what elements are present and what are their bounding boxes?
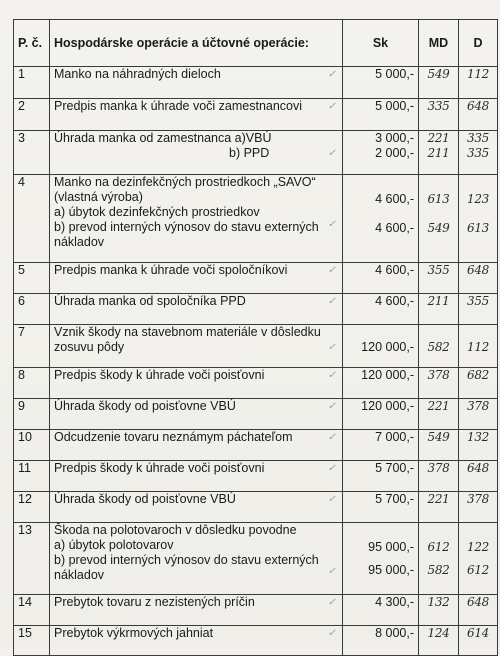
row-amount	[343, 263, 419, 294]
table-row	[14, 523, 498, 595]
description-line: Manko na náhradných dieloch	[54, 67, 221, 81]
checkmark-icon: ✓	[327, 463, 336, 474]
row-description	[50, 368, 343, 399]
amount-line: 120 000,-	[361, 399, 414, 413]
description-line: a) úbytok dezinfekčných prostriedkov	[54, 205, 260, 219]
credit-account: 378	[466, 399, 489, 413]
row-number: 14	[14, 595, 50, 626]
row-amount	[343, 131, 419, 175]
header-credit: D	[459, 20, 498, 67]
operations-table	[13, 19, 498, 656]
description-line: Predpis manka k úhrade voči zamestnancovi	[54, 99, 303, 113]
row-debit	[419, 175, 459, 263]
table-row	[14, 492, 498, 523]
amount-line: 3 000,-	[375, 131, 414, 145]
row-debit	[419, 523, 459, 595]
row-number: 13	[14, 523, 50, 595]
row-credit	[459, 325, 498, 368]
row-description	[50, 430, 343, 461]
checkmark-icon: ✓	[327, 370, 336, 381]
row-credit	[459, 595, 498, 626]
row-amount	[343, 461, 419, 492]
row-description	[50, 492, 343, 523]
row-debit	[419, 626, 459, 656]
row-credit	[459, 368, 498, 399]
row-debit	[419, 325, 459, 368]
amount-line: 5 700,-	[375, 461, 414, 475]
debit-account: 124	[427, 626, 450, 640]
row-credit	[459, 461, 498, 492]
row-amount	[343, 626, 419, 656]
row-description	[50, 461, 343, 492]
credit-account: 355	[466, 294, 489, 308]
description-line: Úhrada škody od poisťovne VBÚ	[54, 492, 236, 506]
row-description	[50, 626, 343, 656]
checkmark-icon: ✓	[327, 494, 336, 505]
amount-line: 4 600,-	[375, 263, 414, 277]
credit-account: 648	[466, 595, 489, 609]
row-amount	[343, 368, 419, 399]
description-line: b) prevod interných výnosov do stavu externých	[54, 220, 319, 234]
description-line: a) úbytok polotovarov	[54, 538, 174, 552]
debit-account: 211	[427, 146, 450, 160]
amount-line: 5 000,-	[375, 99, 414, 113]
row-amount	[343, 523, 419, 595]
checkmark-icon: ✓	[327, 296, 336, 307]
description-line: Úhrada škody od poisťovne VBÚ	[54, 399, 236, 413]
description-line: zosuvu pôdy	[54, 340, 125, 354]
checkmark-icon: ✓	[327, 219, 336, 230]
description-line: nákladov	[54, 568, 105, 582]
table-header-row	[14, 20, 498, 67]
row-credit	[459, 399, 498, 430]
credit-account: 112	[466, 340, 489, 354]
debit-account: 132	[427, 595, 450, 609]
row-number: 15	[14, 626, 50, 656]
amount-line: 7 000,-	[375, 430, 414, 444]
row-description	[50, 263, 343, 294]
table-row	[14, 430, 498, 461]
description-line: Predpis škody k úhrade voči poisťovni	[54, 461, 265, 475]
table-row	[14, 626, 498, 656]
header-debit: MD	[419, 20, 459, 67]
row-debit	[419, 399, 459, 430]
table-row	[14, 595, 498, 626]
table-row	[14, 175, 498, 263]
amount-line: 120 000,-	[361, 340, 414, 354]
description-line: b) PPD	[229, 146, 270, 160]
checkmark-icon: ✓	[327, 432, 336, 443]
header-description: Hospodárske operácie a účtovné operácie:	[50, 20, 343, 67]
row-debit	[419, 263, 459, 294]
checkmark-icon: ✓	[327, 628, 336, 639]
row-debit	[419, 430, 459, 461]
checkmark-icon: ✓	[327, 342, 336, 353]
debit-account: 582	[427, 563, 450, 577]
row-debit	[419, 461, 459, 492]
checkmark-icon: ✓	[327, 597, 336, 608]
row-amount	[343, 175, 419, 263]
description-line: Predpis manka k úhrade voči spoločníkovi	[54, 263, 288, 277]
row-description	[50, 175, 343, 263]
row-credit	[459, 523, 498, 595]
debit-account: 549	[427, 67, 450, 81]
credit-account: 335	[466, 131, 489, 145]
row-number: 7	[14, 325, 50, 368]
description-line: Prebytok tovaru z nezistených príčin	[54, 595, 255, 609]
amount-line: 95 000,-	[368, 563, 414, 577]
row-description	[50, 399, 343, 430]
amount-line: 4 600,-	[375, 221, 414, 235]
row-amount	[343, 595, 419, 626]
row-debit	[419, 368, 459, 399]
credit-account: 682	[466, 368, 489, 382]
description-line: (vlastná výroba)	[54, 190, 143, 204]
table-row	[14, 131, 498, 175]
description-line: Úhrada manka od spoločníka PPD	[54, 294, 246, 308]
debit-account: 355	[427, 263, 450, 277]
checkmark-icon: ✓	[327, 148, 336, 159]
amount-line: 4 600,-	[375, 294, 414, 308]
checkmark-icon: ✓	[327, 401, 336, 412]
debit-account: 211	[427, 294, 450, 308]
amount-line: 2 000,-	[375, 146, 414, 160]
description-line: nákladov	[54, 235, 105, 249]
row-credit	[459, 175, 498, 263]
amount-line: 120 000,-	[361, 368, 414, 382]
amount-line: 4 600,-	[375, 192, 414, 206]
row-debit	[419, 67, 459, 99]
row-debit	[419, 595, 459, 626]
table-row	[14, 263, 498, 294]
row-number: 5	[14, 263, 50, 294]
credit-account: 614	[466, 626, 489, 640]
row-description	[50, 131, 343, 175]
debit-account: 549	[427, 221, 450, 235]
credit-account: 132	[466, 430, 489, 444]
row-description	[50, 595, 343, 626]
row-amount	[343, 67, 419, 99]
row-credit	[459, 294, 498, 325]
row-number: 12	[14, 492, 50, 523]
row-number: 3	[14, 131, 50, 175]
row-number: 8	[14, 368, 50, 399]
credit-account: 648	[466, 99, 489, 113]
debit-account: 612	[427, 540, 450, 554]
credit-account: 613	[466, 221, 489, 235]
table-row	[14, 368, 498, 399]
row-amount	[343, 294, 419, 325]
row-description	[50, 67, 343, 99]
description-line: Prebytok výkrmových jahniat	[54, 626, 214, 640]
table-row	[14, 399, 498, 430]
row-credit	[459, 131, 498, 175]
row-number: 4	[14, 175, 50, 263]
checkmark-icon: ✓	[327, 69, 336, 80]
row-debit	[419, 294, 459, 325]
table-row	[14, 325, 498, 368]
debit-account: 582	[427, 340, 450, 354]
debit-account: 221	[427, 399, 450, 413]
row-number: 11	[14, 461, 50, 492]
row-credit	[459, 67, 498, 99]
credit-account: 378	[466, 492, 489, 506]
row-credit	[459, 430, 498, 461]
description-line: Predpis škody k úhrade voči poisťovni	[54, 368, 265, 382]
row-number: 10	[14, 430, 50, 461]
credit-account: 112	[466, 67, 489, 81]
row-credit	[459, 492, 498, 523]
row-credit	[459, 626, 498, 656]
row-number: 9	[14, 399, 50, 430]
description-line: Úhrada manka od zamestnanca a)VBÚ	[54, 131, 272, 145]
row-number: 1	[14, 67, 50, 99]
credit-account: 335	[466, 146, 489, 160]
table-row	[14, 294, 498, 325]
amount-line: 5 700,-	[375, 492, 414, 506]
description-line: Škoda na polotovaroch v dôsledku povodne	[54, 523, 297, 537]
description-line: Vznik škody na stavebnom materiále v dôsledku	[54, 325, 321, 339]
debit-account: 221	[427, 492, 450, 506]
row-amount	[343, 99, 419, 131]
row-debit	[419, 131, 459, 175]
description-line: Odcudzenie tovaru neznámym páchateľom	[54, 430, 293, 444]
row-amount	[343, 325, 419, 368]
row-number: 2	[14, 99, 50, 131]
row-debit	[419, 492, 459, 523]
debit-account: 378	[427, 368, 450, 382]
table-row	[14, 99, 498, 131]
checkmark-icon: ✓	[327, 265, 336, 276]
debit-account: 378	[427, 461, 450, 475]
row-debit	[419, 99, 459, 131]
row-amount	[343, 492, 419, 523]
table-row	[14, 67, 498, 99]
amount-line: 95 000,-	[368, 540, 414, 554]
header-number: P. č.	[14, 20, 50, 67]
description-line: b) prevod interných výnosov do stavu externých	[54, 553, 319, 567]
header-amount: Sk	[343, 20, 419, 67]
debit-account: 613	[427, 192, 450, 206]
description-line: Manko na dezinfekčných prostriedkoch „SAVO“	[54, 175, 316, 189]
debit-account: 549	[427, 430, 450, 444]
row-credit	[459, 263, 498, 294]
row-description	[50, 294, 343, 325]
debit-account: 335	[427, 99, 450, 113]
table-row	[14, 461, 498, 492]
credit-account: 612	[466, 563, 489, 577]
amount-line: 5 000,-	[375, 67, 414, 81]
amount-line: 8 000,-	[375, 626, 414, 640]
row-credit	[459, 99, 498, 131]
debit-account: 221	[427, 131, 450, 145]
amount-line: 4 300,-	[375, 595, 414, 609]
credit-account: 123	[466, 192, 489, 206]
row-description	[50, 99, 343, 131]
row-number: 6	[14, 294, 50, 325]
credit-account: 122	[466, 540, 489, 554]
checkmark-icon: ✓	[327, 101, 336, 112]
credit-account: 648	[466, 263, 489, 277]
row-description	[50, 523, 343, 595]
credit-account: 648	[466, 461, 489, 475]
checkmark-icon: ✓	[327, 566, 336, 577]
row-description	[50, 325, 343, 368]
row-amount	[343, 430, 419, 461]
row-amount	[343, 399, 419, 430]
